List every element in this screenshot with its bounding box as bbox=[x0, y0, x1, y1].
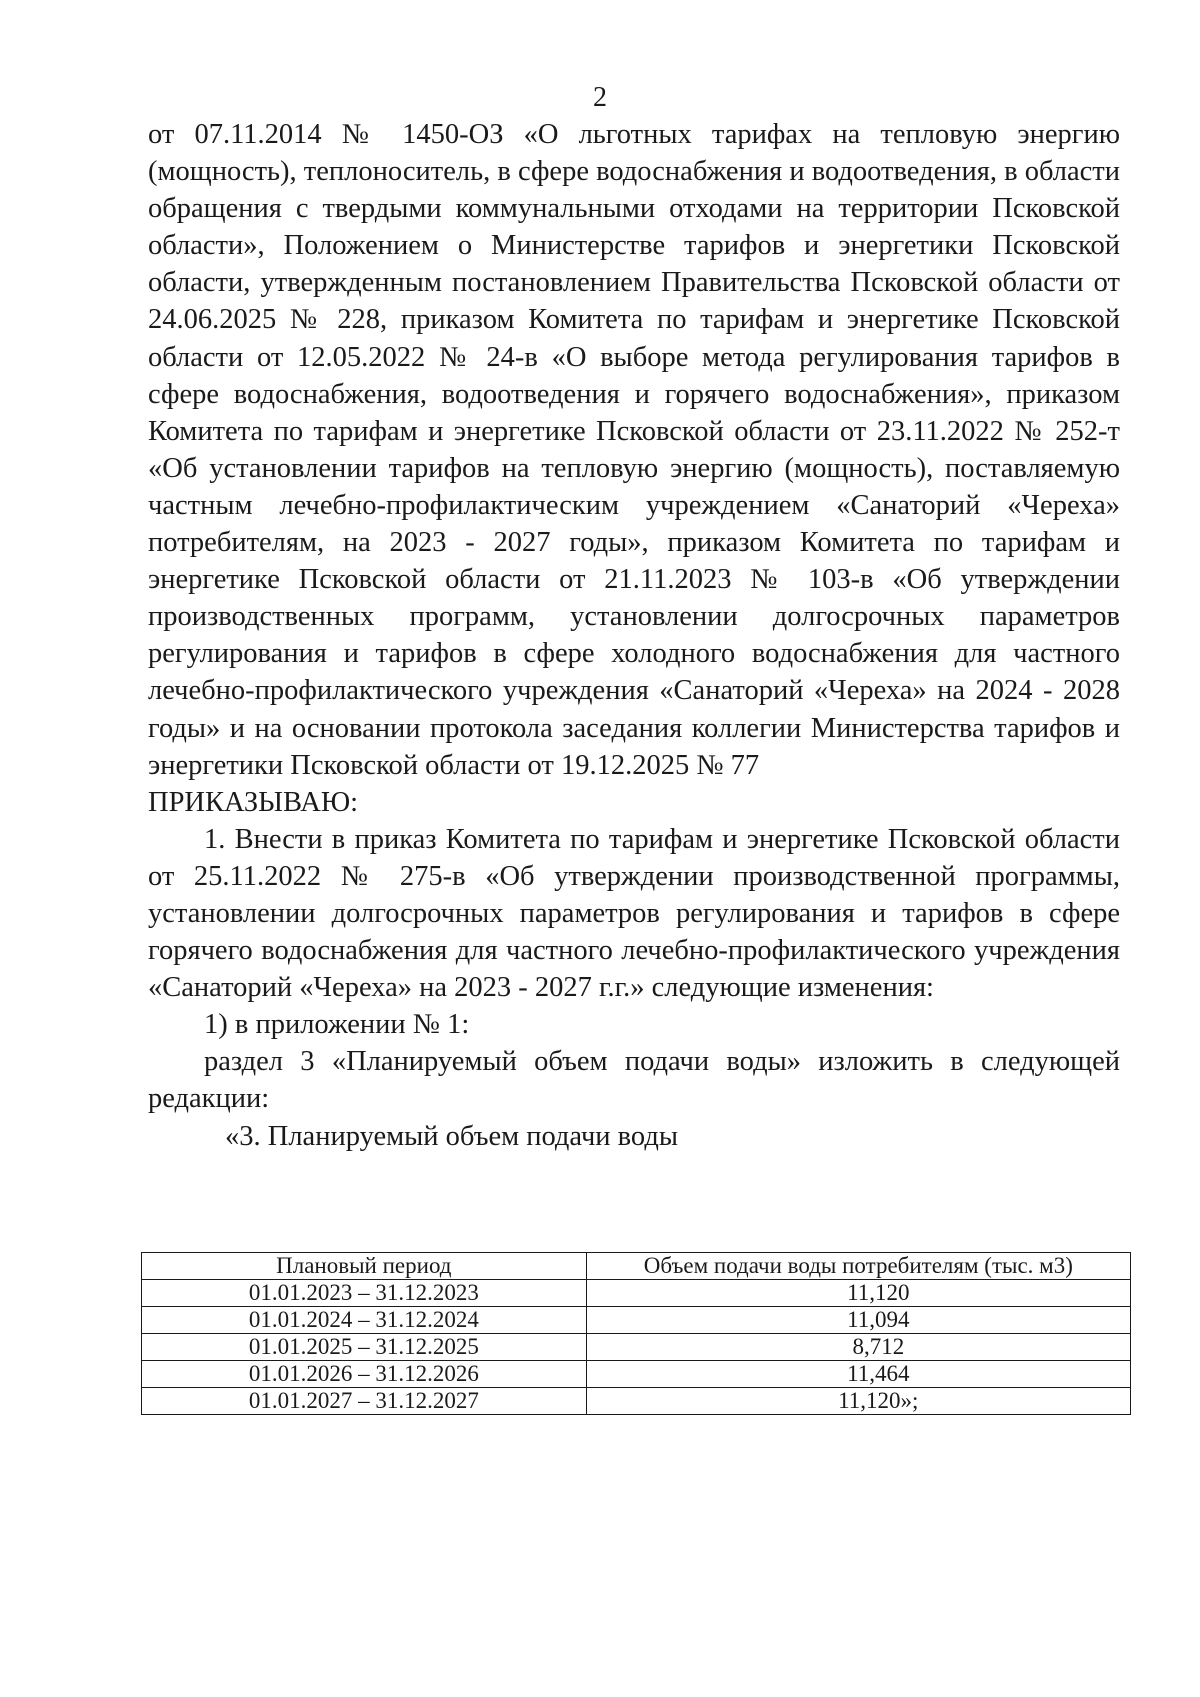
document-body bbox=[148, 116, 1120, 1156]
table-row bbox=[142, 1280, 1131, 1307]
table-row bbox=[142, 1361, 1131, 1388]
cell-volume-value: 11,464 bbox=[847, 1361, 910, 1386]
order-word: ПРИКАЗЫВАЮ: bbox=[148, 786, 359, 818]
cell-volume-value: 11,120»; bbox=[838, 1388, 919, 1413]
water-supply-table bbox=[141, 1252, 1131, 1415]
cell-volume bbox=[586, 1280, 1130, 1307]
cell-volume bbox=[586, 1334, 1130, 1361]
item-1-paragraph: 1. Внести в приказ Комитета по тарифам и энергетике Псковской области от 25.11.2022 № 275-в «Об утверждении производственной программы, установлении долгосрочных параметров регулирования и тарифов в сфере горячего водоснабжения для частного лечебно-профилактического учреждения «Санаторий «Череха» на 2023 - 2027 г.г.» следующие изменения: bbox=[148, 823, 1120, 1004]
table-row bbox=[142, 1388, 1131, 1415]
cell-volume bbox=[586, 1388, 1130, 1415]
lead-paragraph: от 07.11.2014 № 1450-ОЗ «О льготных тарифах на тепловую энергию (мощность), теплоноситель, в сфере водоснабжения и водоотведения, в области обращения с твердыми коммунальными отходами на территории Псковской области», Положением о Министерстве тарифов и энергетики Псковской области, утвержденным постановлением Правительства Псковской области от 24.06.2025 № 228, приказом Комитета по тарифам и энергетике Псковской области от 12.05.2022 № 24-в «О выборе метода регулирования тарифов в сфере водоснабжения, водоотведения и горячего водоснабжения», приказом Комитета по тарифам и энергетике Псковской области от 23.11.2022 № 252-т «Об установлении тарифов на тепловую энергию (мощность), поставляемую частным лечебно-профилактическим учреждением «Санаторий «Череха» потребителям, на 2023 - 2027 годы», приказом Комитета по тарифам и энергетике Псковской области от 21.11.2023 № 103-в «Об утверждении производственных программ, установлении долгосрочных параметров регулирования и тарифов в сфере холодного водоснабжения для частного лечебно-профилактического учреждения «Санаторий «Череха» на 2024 - 2028 годы» и на основании протокола заседания коллегии Министерства тарифов и энергетики Псковской области от 19.12.2025 № 77 bbox=[148, 119, 1120, 781]
header-volume: Объем подачи воды потребителям (тыс. м3) bbox=[586, 1253, 1130, 1280]
cell-period: 01.01.2025 – 31.12.2025 bbox=[142, 1334, 587, 1361]
cell-volume bbox=[586, 1361, 1130, 1388]
cell-period: 01.01.2024 – 31.12.2024 bbox=[142, 1307, 587, 1334]
section-instruction-paragraph: раздел 3 «Планируемый объем подачи воды» изложить в следующей редакции: bbox=[148, 1046, 1120, 1115]
table-row bbox=[142, 1334, 1131, 1361]
cell-period: 01.01.2027 – 31.12.2027 bbox=[142, 1388, 587, 1415]
cell-volume-value: 11,094 bbox=[847, 1307, 910, 1332]
cell-period: 01.01.2026 – 31.12.2026 bbox=[142, 1361, 587, 1388]
table-row bbox=[142, 1307, 1131, 1334]
table-header-row bbox=[142, 1253, 1131, 1280]
subitem-1-paragraph: 1) в приложении № 1: bbox=[204, 1009, 470, 1041]
header-period: Плановый период bbox=[142, 1253, 587, 1280]
cell-volume-value: 11,120 bbox=[847, 1280, 910, 1305]
section-caption: «3. Планируемый объем подачи воды bbox=[225, 1120, 678, 1152]
cell-volume-value: 8,712 bbox=[852, 1334, 905, 1359]
page-number: 2 bbox=[593, 82, 607, 113]
cell-volume bbox=[586, 1307, 1130, 1334]
cell-period: 01.01.2023 – 31.12.2023 bbox=[142, 1280, 587, 1307]
